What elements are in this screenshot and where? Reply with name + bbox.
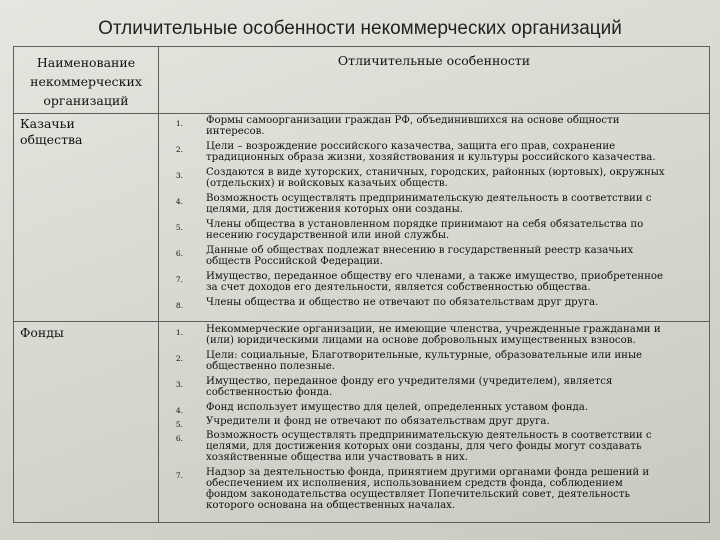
- item-number: 5.: [175, 420, 183, 429]
- org-name-cossack: Казачьи общества: [14, 113, 159, 321]
- table-header: [14, 47, 709, 114]
- item-text: Возможность осуществлять предпринимательскую деятельность в соответствии с целями, для достижения которых они созданы, для чего фонды могут создавать хозяйственные общества или участвовать в них.: [206, 430, 652, 463]
- table-row: [14, 113, 709, 322]
- item-number: 6.: [175, 249, 183, 258]
- item-text: Создаются в виде хуторских, станичных, городских, районных (юртовых), окружных (отдельских) и войсковых казачьих обществ.: [206, 167, 665, 189]
- features-table: [13, 46, 710, 523]
- item-text: Учредители и фонд не отвечают по обязательствам друг друга.: [206, 416, 550, 427]
- item-text: Возможность осуществлять предпринимательскую деятельность в соответствии с целями, для достижения которых они созданы.: [206, 193, 652, 215]
- item-text: Члены общества в установленном порядке принимают на себя обязательства по несению государственной или иной службы.: [206, 219, 644, 241]
- item-text: Некоммерческие организации, не имеющие членства, учрежденные гражданами и (или) юридическими лицами на основе добровольных имущественных взносов.: [206, 324, 661, 346]
- item-number: 1.: [175, 328, 183, 337]
- item-number: 2.: [175, 145, 183, 154]
- item-number: 4.: [175, 406, 183, 415]
- item-text: Цели: социальные, Благотворительные, культурные, образовательные или иные общественно полезные.: [206, 350, 643, 372]
- item-number: 5.: [175, 223, 183, 232]
- slide-title: Отличительные особенности некоммерческих организаций: [98, 18, 622, 39]
- item-number: 6.: [175, 434, 183, 443]
- item-text: Имущество, переданное фонду его учредителями (учредителем), является собственностью фонда.: [206, 376, 613, 398]
- item-text: Имущество, переданное обществу его членами, а также имущество, приобретенное за счет доходов его деятельности, является собственностью общества.: [206, 271, 664, 293]
- item-number: 8.: [175, 301, 183, 310]
- header-features: Отличительные особенности: [337, 53, 531, 68]
- item-number: 7.: [175, 471, 183, 480]
- item-text: Данные об обществах подлежат внесению в государственный реестр казачьих обществ Российской Федерации.: [206, 245, 634, 267]
- item-number: 2.: [175, 354, 183, 363]
- item-text: Формы самоорганизации граждан РФ, объединившихся на основе общности интересов.: [206, 115, 620, 137]
- item-number: 1.: [175, 119, 183, 128]
- item-text: Фонд использует имущество для целей, определенных уставом фонда.: [206, 402, 589, 413]
- table-row: [14, 322, 709, 522]
- org-name-funds: Фонды: [14, 322, 159, 522]
- item-text: Члены общества и общество не отвечают по обязательствам друг друга.: [206, 297, 599, 308]
- item-number: 7.: [175, 275, 183, 284]
- item-number: 3.: [175, 380, 183, 389]
- item-number: 3.: [175, 171, 183, 180]
- item-number: 4.: [175, 197, 183, 206]
- item-text: Надзор за деятельностью фонда, принятием другими органами фонда решений и обеспечением их исполнения, использованием средств фонда, соблюдением фондом законодательства осуществляет Попечительский совет, деятельность которого основана на общественных началах.: [206, 467, 650, 511]
- item-text: Цели – возрождение российского казачества, защита его прав, сохранение традиционных образа жизни, хозяйствования и культуры российского казачества.: [206, 141, 656, 163]
- header-org-name: Наименование некоммерческих организаций: [14, 47, 159, 113]
